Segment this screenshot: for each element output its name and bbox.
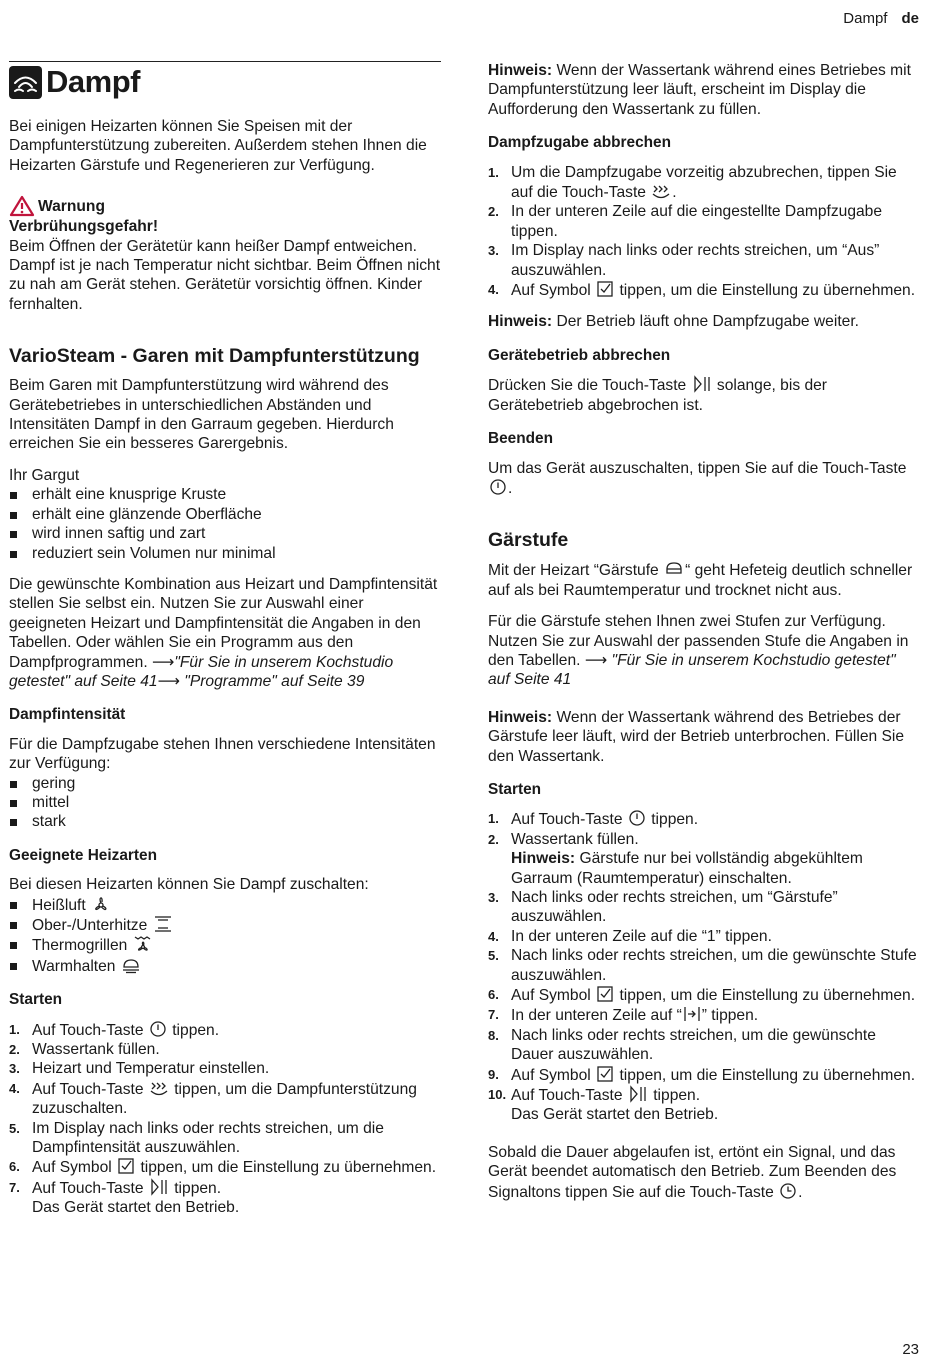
warning-block (9, 195, 441, 314)
step-text: Nach links oder rechts streichen, um die gewünschte Dauer auszuwählen. (511, 1026, 876, 1064)
power-icon (489, 478, 507, 496)
list-item: gering (9, 774, 441, 793)
step-text: Auf Symbol (511, 282, 591, 300)
step-number: 4. (488, 282, 499, 298)
step-item (9, 1079, 441, 1119)
step-number: 10. (488, 1087, 507, 1103)
step-number: 7. (488, 1007, 499, 1023)
intensity-list (9, 774, 441, 832)
list-item: erhält eine knusprige Kruste (9, 485, 441, 504)
step-text: Im Display nach links oder rechts streichen, um “Aus” auszuwählen. (511, 242, 880, 279)
device-abort-text (488, 375, 920, 415)
step-number: 6. (488, 987, 499, 1003)
step-text: Auf Touch-Taste (511, 811, 623, 829)
proofing-start-steps (488, 809, 920, 1125)
step-text: In der unteren Zeile auf die eingestellte Dampfzugabe tippen. (511, 203, 883, 240)
step-number: 9. (488, 1066, 499, 1082)
step-text: tippen, um die Einstellung zu übernehmen. (619, 987, 916, 1005)
step-text: tippen. (651, 811, 699, 829)
step-text: Nach links oder rechts streichen, um die gewünschte Stufe auszuwählen. (511, 947, 917, 984)
step-text: Auf Touch-Taste (32, 1080, 144, 1098)
step-number: 4. (9, 1080, 20, 1096)
step-item (488, 946, 920, 985)
intensity-text: Für die Dampfzugabe stehen Ihnen verschiedene Intensitäten zur Verfügung: (9, 735, 436, 773)
step-item (488, 809, 920, 829)
step-text: ” tippen. (701, 1007, 759, 1025)
heizarten-text: Bei diesen Heizarten können Sie Dampf zuschalten: (9, 876, 369, 894)
text: Drücken Sie die Touch-Taste (488, 377, 687, 395)
step-item (488, 985, 920, 1005)
step-item (9, 1020, 441, 1040)
start-heading: Starten (9, 991, 63, 1009)
steam-touch-icon (149, 1079, 169, 1097)
proofing-heading: Gärstufe (488, 529, 569, 552)
thermogrill-icon (133, 935, 153, 953)
checkbox-icon (596, 1065, 614, 1083)
checkbox-icon (117, 1157, 135, 1175)
text: Um das Gerät auszuschalten, tippen Sie auf die Touch-Taste (488, 459, 907, 477)
keep-warm-icon (121, 956, 141, 974)
step-item (488, 163, 920, 203)
end-heading: Beenden (488, 430, 553, 448)
note-text: Der Betrieb läuft ohne Dampfzugabe weiter. (556, 313, 859, 331)
list-item (9, 956, 441, 976)
list-item-label: Warmhalten (32, 957, 116, 975)
left-column (9, 61, 441, 1230)
list-item-label: Thermogrillen (32, 937, 128, 955)
step-number: 7. (9, 1179, 20, 1195)
step-text: tippen, um die Dampfunterstützung zuzuschalten. (32, 1080, 417, 1118)
note-text: Wenn der Wassertank während des Betriebes der Gärstufe leer läuft, wird der Betrieb unterbrochen. Füllen Sie den Wassertank. (488, 708, 905, 765)
power-icon (628, 809, 646, 827)
power-icon (149, 1020, 167, 1038)
list-item: wird innen saftig und zart (9, 524, 441, 543)
warning-triangle-icon (9, 195, 35, 217)
list-item (9, 915, 441, 935)
arrow-icon: ⟶ (152, 653, 175, 671)
note-text: Wenn der Wassertank während eines Betriebes mit Dampfunterstützung leer läuft, erscheint im Display die Aufforderung den Wassertank zu füllen. (488, 62, 911, 118)
timer-icon (779, 1182, 797, 1200)
note-without-steam (488, 312, 920, 331)
proofing-text (488, 560, 920, 600)
cross-reference-link[interactable]: "Für Sie in unserem Kochstudio getestet" auf Seite 41 (488, 651, 896, 689)
warning-text: Beim Öffnen der Gerätetür kann heißer Dampf entweichen. Dampf ist je nach Temperatur nicht sichtbar. Beim Öffnen nicht zu nah am Gerät stehen. Gerätetür vorsichtig öffnen. Kinder fernhalten. (9, 237, 441, 313)
checkbox-icon (596, 985, 614, 1003)
step-number: 8. (488, 1027, 499, 1043)
final-text (488, 1143, 920, 1202)
cross-reference-link[interactable]: "Programme" auf Seite 39 (184, 672, 365, 690)
step-item (9, 1178, 441, 1218)
step-item (488, 888, 920, 927)
step-text: Wassertank füllen. (511, 830, 639, 848)
text: solange, bis der Gerätebetrieb abgebrochen ist. (488, 377, 827, 414)
header-language: de (901, 10, 919, 27)
list-item (9, 935, 441, 955)
step-number: 3. (9, 1061, 20, 1077)
duration-icon (683, 1005, 701, 1023)
fan-icon (91, 895, 111, 913)
step-number: 3. (488, 243, 499, 259)
step-number: 1. (488, 811, 499, 827)
page-title (9, 64, 441, 100)
steam-icon (9, 66, 42, 99)
header-section: Dampf (843, 10, 888, 27)
intensity-heading: Dampfintensität (9, 706, 126, 724)
step-text: Auf Symbol (511, 987, 591, 1005)
list-item: reduziert sein Volumen nur minimal (9, 544, 441, 563)
text: Für die Gärstufe stehen Ihnen zwei Stufen zur Verfügung. Nutzen Sie zur Auswahl der passenden Stufe die Angaben in den Tabellen. (488, 613, 909, 669)
step-text: Auf Touch-Taste (32, 1021, 144, 1039)
note-label: Hinweis: (511, 850, 576, 868)
variosteam-heading: VarioSteam - Garen mit Dampfunterstützung (9, 345, 420, 368)
step-item (488, 1005, 920, 1025)
step-text: Auf Touch-Taste (32, 1179, 144, 1197)
step-text: tippen. (174, 1179, 222, 1197)
arrow-icon: ⟶ (584, 651, 608, 669)
step-item (9, 1119, 441, 1158)
step-item (488, 202, 920, 241)
warning-heading (9, 195, 441, 217)
combination-text (9, 575, 441, 691)
list-item-label: Heißluft (32, 896, 86, 914)
step-item (9, 1059, 441, 1078)
arrow-icon: ⟶ (157, 672, 180, 690)
warning-title: Verbrühungsgefahr! (9, 218, 159, 236)
step-item (488, 927, 920, 946)
step-text: In der unteren Zeile auf “ (511, 1007, 682, 1025)
step-number: 2. (488, 204, 499, 220)
step-text: In der unteren Zeile auf die “1” tippen. (511, 927, 772, 945)
step-text: . (672, 184, 677, 202)
step-number: 6. (9, 1159, 20, 1175)
gargut-label: Ihr Gargut (9, 466, 80, 484)
play-pause-icon (149, 1178, 169, 1196)
step-result: Das Gerät startet den Betrieb. (32, 1199, 240, 1217)
end-text (488, 459, 920, 499)
heizarten-heading: Geeignete Heizarten (9, 846, 157, 864)
step-number: 5. (9, 1120, 20, 1136)
intro-text: Bei einigen Heizarten können Sie Speisen mit der Dampfunterstützung zubereiten. Außerdem stehen Ihnen die Heizarten Gärstufe und Regenerieren zur Verfügung. (9, 118, 427, 174)
note-label: Hinweis: (488, 62, 553, 79)
note-proofing-tank (488, 708, 920, 766)
proofing-icon (664, 560, 684, 578)
step-item (9, 1040, 441, 1059)
step-number: 1. (488, 164, 499, 180)
heizarten-list (9, 895, 441, 977)
cross-reference-link[interactable]: "Für Sie in unserem Kochstudio getestet" auf Seite 41 (9, 653, 394, 690)
start-steps (9, 1020, 441, 1218)
combination-body: Die gewünschte Kombination aus Heizart und Dampfintensität stellen Sie selbst ein. Nutzen Sie zur Auswahl einer geeigneten Heizart und Dampfintensität die Angaben in den Tabellen. Oder wählen Sie ein Programm aus den Dampfprogrammen. (9, 575, 438, 671)
step-item (9, 1157, 441, 1177)
step-item (488, 1026, 920, 1065)
text: Mit der Heizart “Gärstufe (488, 562, 659, 580)
note-steam-tank (488, 61, 920, 119)
step-item (488, 1085, 920, 1125)
abort-steam-steps (488, 163, 920, 301)
abort-steam-heading: Dampfzugabe abbrechen (488, 134, 672, 152)
list-item: erhält eine glänzende Oberfläche (9, 505, 441, 524)
step-item (488, 280, 920, 300)
proofing-levels-text (488, 612, 920, 690)
steam-touch-icon (651, 182, 671, 200)
step-result: Das Gerät startet den Betrieb. (511, 1106, 719, 1124)
step-number: 1. (9, 1021, 20, 1037)
top-bottom-heat-icon (153, 915, 173, 933)
list-item: mittel (9, 793, 441, 812)
step-text: tippen, um die Einstellung zu übernehmen. (619, 1066, 916, 1084)
step-text: Wassertank füllen. (32, 1041, 160, 1059)
variosteam-text: Beim Garen mit Dampfunterstützung wird während des Gerätebetriebes in unterschiedlichen Abständen und Intensitäten Dampf in den Garraum gegeben. Hierdurch erreichen Sie ein besseres Garergebnis. (9, 377, 394, 453)
warning-label: Warnung (38, 197, 105, 215)
list-item-label: Ober-/Unterhitze (32, 917, 148, 934)
note-text: Gärstufe nur bei vollständig abgekühltem Garraum (Raumtemperatur) einschalten. (511, 850, 863, 887)
step-text: Im Display nach links oder rechts streichen, um die Dampfintensität auszuwählen. (32, 1119, 384, 1157)
step-text: Auf Symbol (32, 1159, 112, 1177)
step-text: Nach links oder rechts streichen, um “Gärstufe” auszuwählen. (511, 889, 838, 926)
step-item (488, 1065, 920, 1085)
running-header (843, 9, 919, 28)
page-title-text: Dampf (46, 64, 140, 99)
step-text: tippen, um die Einstellung zu übernehmen. (140, 1159, 437, 1177)
text: . (508, 479, 513, 497)
text: “ geht Hefeteig deutlich schneller auf als bei Raumtemperatur und trocknet nicht aus. (488, 562, 913, 599)
step-number: 2. (9, 1042, 20, 1058)
play-pause-icon (692, 375, 712, 393)
step-number: 4. (488, 928, 499, 944)
step-item (488, 830, 920, 888)
device-abort-heading: Gerätebetrieb abbrechen (488, 346, 671, 364)
step-text: tippen, um die Einstellung zu übernehmen. (619, 282, 916, 300)
checkbox-icon (596, 280, 614, 298)
right-column (488, 61, 920, 1214)
step-text: Um die Dampfzugabe vorzeitig abzubrechen, tippen Sie auf die Touch-Taste (511, 163, 897, 202)
note-label: Hinweis: (488, 313, 553, 331)
step-text: Auf Touch-Taste (511, 1087, 623, 1105)
step-number: 3. (488, 890, 499, 905)
step-text: Heizart und Temperatur einstellen. (32, 1060, 270, 1078)
text: . (798, 1183, 803, 1201)
gargut-list (9, 485, 441, 563)
page-number: 23 (902, 1341, 919, 1358)
text: Sobald die Dauer abgelaufen ist, ertönt ein Signal, und das Gerät beendet automatisch den Betrieb. Zum Beenden des Signaltons tippen Sie auf die Touch-Taste (488, 1143, 897, 1201)
list-item: stark (9, 812, 441, 831)
step-number: 2. (488, 831, 499, 847)
play-pause-icon (628, 1085, 648, 1103)
step-number: 5. (488, 948, 499, 964)
list-item (9, 895, 441, 915)
step-text: Auf Symbol (511, 1066, 591, 1084)
step-text: tippen. (172, 1021, 220, 1039)
step-text: tippen. (653, 1087, 701, 1105)
step-item (488, 241, 920, 280)
title-rule (9, 61, 441, 62)
note-label: Hinweis: (488, 708, 553, 726)
proofing-start-heading: Starten (488, 780, 542, 798)
